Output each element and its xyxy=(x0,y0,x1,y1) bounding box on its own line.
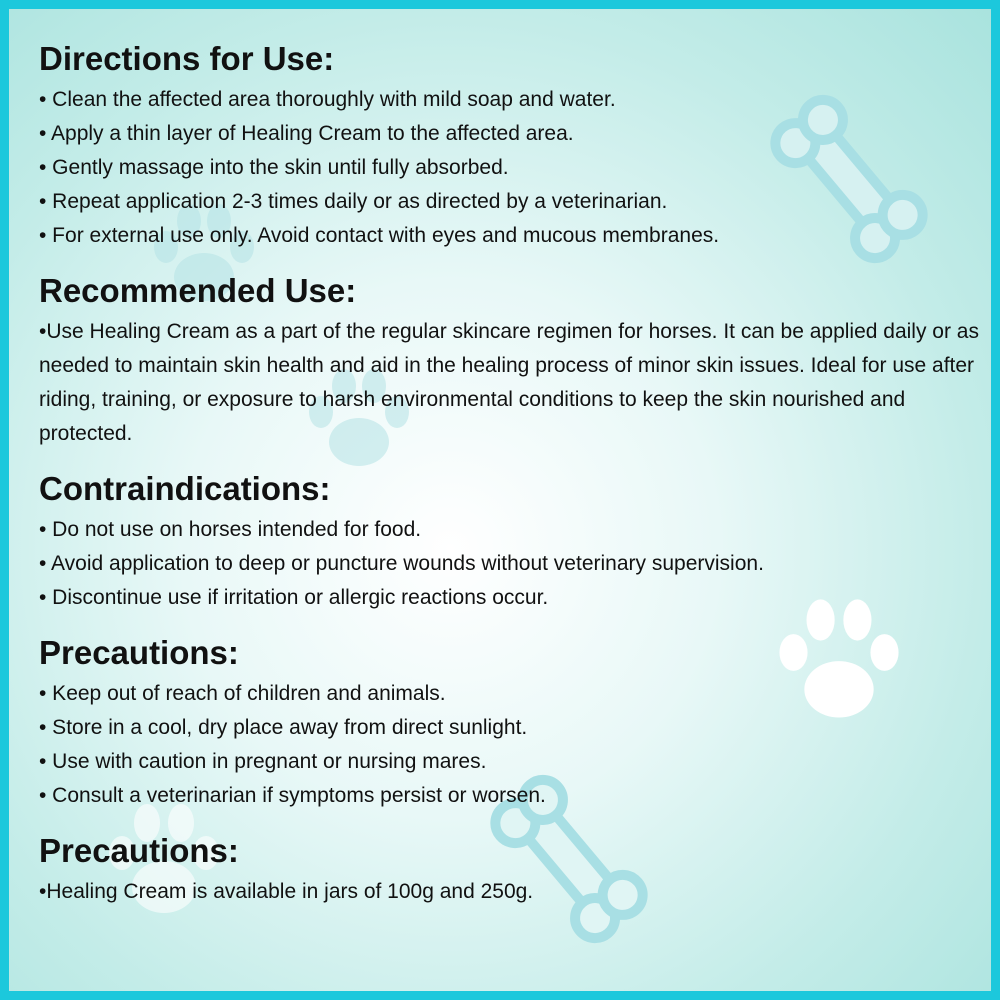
list-item: • Gently massage into the skin until fully absorbed. xyxy=(39,156,509,179)
list-item: • Do not use on horses intended for food. xyxy=(39,518,422,541)
section-heading: Precautions: xyxy=(39,832,239,869)
list-item: • Apply a thin layer of Healing Cream to the affected area. xyxy=(39,122,574,145)
paragraph: •Use Healing Cream as a part of the regular skincare regimen for horses. It can be applied daily or as needed to maintain skin health and aid in the healing process of minor skin issues. Ideal for use after riding, training, or exposure to harsh environmental conditions to keep the skin nourished and protected. xyxy=(39,320,979,445)
list-item: • Repeat application 2-3 times daily or as directed by a veterinarian. xyxy=(39,190,668,213)
list-item: • Clean the affected area thoroughly with mild soap and water. xyxy=(39,88,616,111)
section-recommended-use xyxy=(39,271,989,451)
section-contraindications xyxy=(39,469,989,615)
list-item: • Use with caution in pregnant or nursing mares. xyxy=(39,750,487,773)
section-heading: Recommended Use: xyxy=(39,272,357,309)
list-item: • Store in a cool, dry place away from direct sunlight. xyxy=(39,716,528,739)
section-heading: Precautions: xyxy=(39,634,239,671)
list-item: • Avoid application to deep or puncture wounds without veterinary supervision. xyxy=(39,552,764,575)
list-item: • For external use only. Avoid contact with eyes and mucous membranes. xyxy=(39,224,720,247)
paragraph: •Healing Cream is available in jars of 100g and 250g. xyxy=(39,880,534,903)
section-directions xyxy=(39,39,989,253)
list-item: • Discontinue use if irritation or allergic reactions occur. xyxy=(39,586,549,609)
section-heading: Directions for Use: xyxy=(39,40,335,77)
list-item: • Consult a veterinarian if symptoms persist or worsen. xyxy=(39,784,546,807)
section-heading: Contraindications: xyxy=(39,470,331,507)
section-availability xyxy=(39,831,989,909)
list-item: • Keep out of reach of children and animals. xyxy=(39,682,446,705)
section-precautions xyxy=(39,633,989,813)
document-content xyxy=(39,39,989,927)
